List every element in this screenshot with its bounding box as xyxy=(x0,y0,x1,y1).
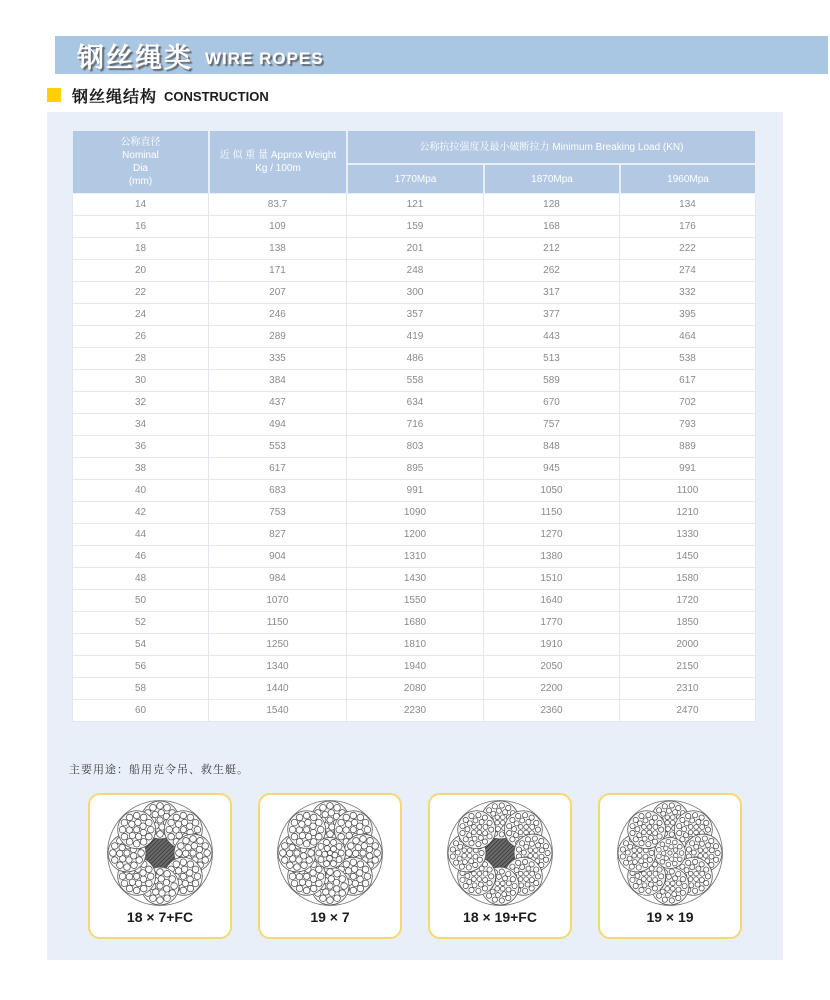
table-cell: 52 xyxy=(72,612,209,634)
table-cell: 395 xyxy=(620,304,756,326)
table-cell: 1210 xyxy=(620,502,756,524)
table-cell: 274 xyxy=(620,260,756,282)
table-cell: 24 xyxy=(72,304,209,326)
table-cell: 58 xyxy=(72,678,209,700)
table-row xyxy=(72,238,756,260)
table-cell: 1580 xyxy=(620,568,756,590)
table-cell: 38 xyxy=(72,458,209,480)
spec-table xyxy=(72,130,756,722)
table-cell: 121 xyxy=(347,194,484,216)
rope-card xyxy=(428,793,572,939)
table-row xyxy=(72,546,756,568)
table-row xyxy=(72,480,756,502)
table-cell: 357 xyxy=(347,304,484,326)
table-row xyxy=(72,414,756,436)
table-cell: 464 xyxy=(620,326,756,348)
table-cell: 1440 xyxy=(209,678,347,700)
table-cell: 1070 xyxy=(209,590,347,612)
table-cell: 248 xyxy=(347,260,484,282)
table-cell: 1450 xyxy=(620,546,756,568)
table-row xyxy=(72,612,756,634)
table-cell: 36 xyxy=(72,436,209,458)
content-panel xyxy=(47,112,783,960)
table-row xyxy=(72,348,756,370)
spec-table-body xyxy=(72,194,756,722)
table-cell: 419 xyxy=(347,326,484,348)
table-cell: 1540 xyxy=(209,700,347,722)
table-cell: 42 xyxy=(72,502,209,524)
table-cell: 1250 xyxy=(209,634,347,656)
table-cell: 60 xyxy=(72,700,209,722)
table-cell: 83.7 xyxy=(209,194,347,216)
table-cell: 1940 xyxy=(347,656,484,678)
table-cell: 222 xyxy=(620,238,756,260)
table-row xyxy=(72,656,756,678)
table-cell: 589 xyxy=(484,370,620,392)
table-cell: 54 xyxy=(72,634,209,656)
table-cell: 513 xyxy=(484,348,620,370)
table-cell: 1430 xyxy=(347,568,484,590)
table-cell: 246 xyxy=(209,304,347,326)
table-cell: 56 xyxy=(72,656,209,678)
table-cell: 30 xyxy=(72,370,209,392)
header-1770mpa: 1770Mpa xyxy=(347,164,484,194)
page-title-en: WIRE ROPES xyxy=(205,49,324,68)
table-cell: 538 xyxy=(620,348,756,370)
table-row xyxy=(72,524,756,546)
table-cell: 437 xyxy=(209,392,347,414)
table-cell: 716 xyxy=(347,414,484,436)
table-cell: 634 xyxy=(347,392,484,414)
rope-card xyxy=(598,793,742,939)
table-row xyxy=(72,634,756,656)
table-cell: 377 xyxy=(484,304,620,326)
rope-cross-section-diagram xyxy=(92,798,228,908)
table-cell: 212 xyxy=(484,238,620,260)
rope-card xyxy=(258,793,402,939)
table-cell: 109 xyxy=(209,216,347,238)
table-cell: 1090 xyxy=(347,502,484,524)
table-cell: 803 xyxy=(347,436,484,458)
table-cell: 827 xyxy=(209,524,347,546)
table-cell: 22 xyxy=(72,282,209,304)
table-cell: 289 xyxy=(209,326,347,348)
table-cell: 1910 xyxy=(484,634,620,656)
table-cell: 1720 xyxy=(620,590,756,612)
table-cell: 2360 xyxy=(484,700,620,722)
page-title-cn: 钢丝绳类 xyxy=(77,42,193,73)
table-row xyxy=(72,326,756,348)
table-cell: 1380 xyxy=(484,546,620,568)
section-title-en: CONSTRUCTION xyxy=(164,88,269,104)
table-cell: 1550 xyxy=(347,590,484,612)
table-cell: 553 xyxy=(209,436,347,458)
table-cell: 335 xyxy=(209,348,347,370)
table-row xyxy=(72,370,756,392)
table-cell: 1810 xyxy=(347,634,484,656)
table-cell: 2050 xyxy=(484,656,620,678)
table-row xyxy=(72,216,756,238)
table-cell: 895 xyxy=(347,458,484,480)
table-row xyxy=(72,700,756,722)
table-cell: 159 xyxy=(347,216,484,238)
table-cell: 2470 xyxy=(620,700,756,722)
table-row xyxy=(72,590,756,612)
table-cell: 50 xyxy=(72,590,209,612)
table-cell: 201 xyxy=(347,238,484,260)
table-cell: 991 xyxy=(347,480,484,502)
table-cell: 904 xyxy=(209,546,347,568)
table-cell: 46 xyxy=(72,546,209,568)
rope-cross-section-diagram xyxy=(432,798,568,908)
table-cell: 1200 xyxy=(347,524,484,546)
rope-construction-label: 18 × 19+FC xyxy=(463,909,537,925)
table-row xyxy=(72,260,756,282)
usage-note: 主要用途：船用克令吊、救生艇。 xyxy=(69,764,249,776)
table-cell: 317 xyxy=(484,282,620,304)
table-cell: 494 xyxy=(209,414,347,436)
table-cell: 702 xyxy=(620,392,756,414)
table-cell: 28 xyxy=(72,348,209,370)
table-cell: 2200 xyxy=(484,678,620,700)
table-cell: 16 xyxy=(72,216,209,238)
table-cell: 48 xyxy=(72,568,209,590)
table-cell: 34 xyxy=(72,414,209,436)
table-cell: 1680 xyxy=(347,612,484,634)
table-cell: 44 xyxy=(72,524,209,546)
table-cell: 984 xyxy=(209,568,347,590)
table-cell: 1050 xyxy=(484,480,620,502)
table-row xyxy=(72,282,756,304)
table-cell: 2000 xyxy=(620,634,756,656)
table-row xyxy=(72,568,756,590)
table-cell: 1150 xyxy=(209,612,347,634)
table-cell: 1850 xyxy=(620,612,756,634)
rope-cards xyxy=(88,793,742,939)
table-cell: 2230 xyxy=(347,700,484,722)
table-cell: 2310 xyxy=(620,678,756,700)
table-cell: 138 xyxy=(209,238,347,260)
table-cell: 32 xyxy=(72,392,209,414)
table-cell: 18 xyxy=(72,238,209,260)
rope-cross-section-diagram xyxy=(602,798,738,908)
table-cell: 1340 xyxy=(209,656,347,678)
table-cell: 384 xyxy=(209,370,347,392)
table-cell: 168 xyxy=(484,216,620,238)
table-cell: 1100 xyxy=(620,480,756,502)
section-title-cn: 钢丝绳结构 xyxy=(72,88,158,106)
table-cell: 207 xyxy=(209,282,347,304)
rope-card xyxy=(88,793,232,939)
table-cell: 262 xyxy=(484,260,620,282)
table-row xyxy=(72,304,756,326)
header-approx-weight: 近 似 重 量 Approx Weight Kg / 100m xyxy=(209,130,347,194)
table-cell: 332 xyxy=(620,282,756,304)
header-nominal-dia: 公称直径 Nominal Dia (mm) xyxy=(72,130,209,194)
rope-construction-label: 19 × 19 xyxy=(646,909,694,925)
table-cell: 1770 xyxy=(484,612,620,634)
table-cell: 1330 xyxy=(620,524,756,546)
yellow-square-icon xyxy=(47,88,61,102)
table-row xyxy=(72,458,756,480)
section-header xyxy=(47,86,269,104)
table-row xyxy=(72,678,756,700)
table-cell: 40 xyxy=(72,480,209,502)
table-cell: 757 xyxy=(484,414,620,436)
table-cell: 848 xyxy=(484,436,620,458)
table-cell: 617 xyxy=(209,458,347,480)
table-cell: 134 xyxy=(620,194,756,216)
table-cell: 1510 xyxy=(484,568,620,590)
table-cell: 176 xyxy=(620,216,756,238)
table-cell: 1150 xyxy=(484,502,620,524)
table-cell: 171 xyxy=(209,260,347,282)
table-row xyxy=(72,392,756,414)
table-cell: 683 xyxy=(209,480,347,502)
table-cell: 1310 xyxy=(347,546,484,568)
table-cell: 945 xyxy=(484,458,620,480)
header-breaking-load: 公称抗拉强度及最小破断拉力 Minimum Breaking Load (KN) xyxy=(347,130,756,164)
table-cell: 558 xyxy=(347,370,484,392)
header-1960mpa: 1960Mpa xyxy=(620,164,756,194)
table-cell: 1640 xyxy=(484,590,620,612)
table-cell: 2080 xyxy=(347,678,484,700)
table-cell: 2150 xyxy=(620,656,756,678)
table-row xyxy=(72,436,756,458)
table-cell: 793 xyxy=(620,414,756,436)
table-cell: 128 xyxy=(484,194,620,216)
table-cell: 443 xyxy=(484,326,620,348)
table-cell: 1270 xyxy=(484,524,620,546)
table-cell: 486 xyxy=(347,348,484,370)
table-cell: 617 xyxy=(620,370,756,392)
rope-construction-label: 18 × 7+FC xyxy=(126,909,194,925)
table-cell: 14 xyxy=(72,194,209,216)
table-row xyxy=(72,194,756,216)
page-banner xyxy=(55,36,828,74)
rope-cross-section-diagram xyxy=(262,798,398,908)
header-1870mpa: 1870Mpa xyxy=(484,164,620,194)
table-cell: 300 xyxy=(347,282,484,304)
rope-construction-label: 19 × 7 xyxy=(310,909,350,925)
table-cell: 670 xyxy=(484,392,620,414)
table-cell: 26 xyxy=(72,326,209,348)
table-row xyxy=(72,502,756,524)
table-cell: 991 xyxy=(620,458,756,480)
table-cell: 20 xyxy=(72,260,209,282)
table-cell: 889 xyxy=(620,436,756,458)
table-cell: 753 xyxy=(209,502,347,524)
